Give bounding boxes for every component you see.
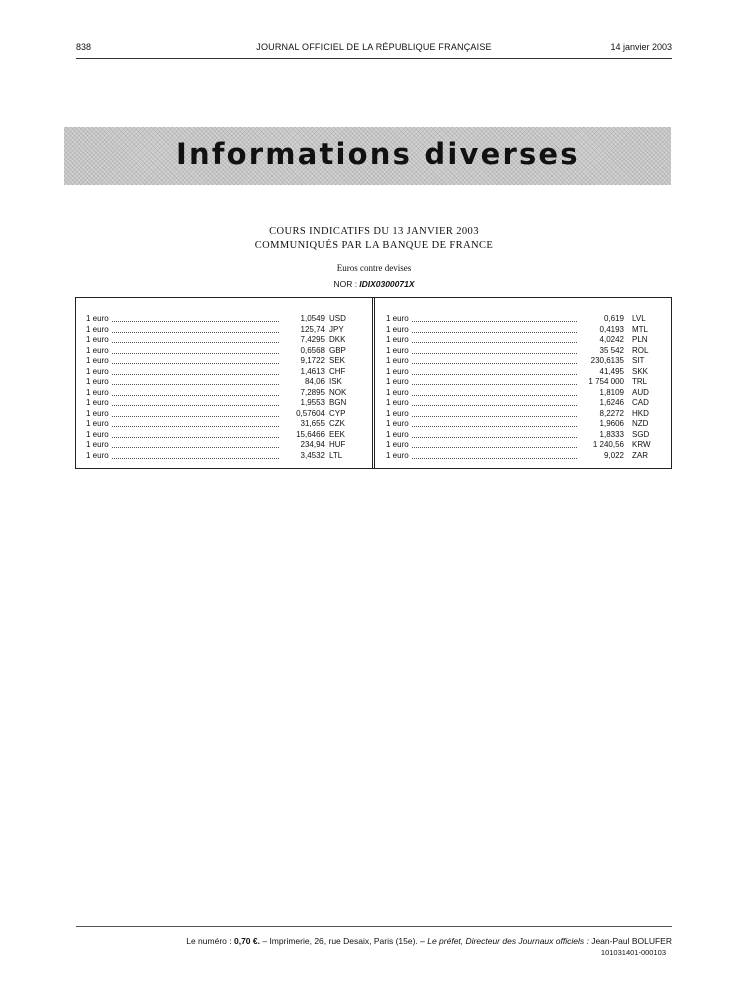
- unit-label: 1 euro: [386, 429, 409, 439]
- dot-leader: [112, 437, 279, 438]
- rate-value: 35 542: [599, 345, 624, 355]
- dot-leader: [112, 405, 279, 406]
- rate-row: [86, 409, 359, 420]
- rate-value: 125,74: [300, 324, 325, 334]
- unit-label: 1 euro: [386, 377, 409, 386]
- rate-row: [386, 325, 662, 336]
- dot-leader: [112, 447, 279, 448]
- dot-leader: [412, 405, 577, 406]
- unit-label: 1 euro: [86, 345, 109, 355]
- unit-label: 1 euro: [386, 314, 409, 323]
- dot-leader: [112, 458, 279, 459]
- currency-code: HUF: [329, 440, 346, 449]
- dot-leader: [112, 363, 279, 364]
- dot-leader: [112, 416, 279, 417]
- unit-label: 1 euro: [386, 356, 409, 365]
- rates-column-right: [386, 314, 662, 461]
- director-name: Jean-Paul BOLUFER: [591, 936, 672, 946]
- dot-leader: [412, 342, 577, 343]
- rate-row: [86, 430, 359, 441]
- rate-value: 0,57604: [296, 408, 325, 418]
- currency-code: HKD: [632, 408, 649, 418]
- currency-code: SEK: [329, 356, 346, 365]
- price-value: 0,70 €.: [233, 936, 260, 946]
- unit-label: 1 euro: [86, 387, 109, 397]
- dot-leader: [412, 363, 577, 364]
- rate-row: [386, 356, 662, 367]
- nor-value: IDIX0300071X: [359, 279, 415, 289]
- rate-row: [86, 314, 359, 325]
- rate-row: [386, 314, 662, 325]
- journal-title: JOURNAL OFFICIEL DE LA RÉPUBLIQUE FRANÇAISE: [256, 42, 492, 52]
- rate-row: [86, 346, 359, 357]
- rate-value: 7,4295: [300, 335, 325, 344]
- currency-code: CZK: [329, 419, 345, 428]
- rates-heading-line2: COMMUNIQUÉS PAR LA BANQUE DE FRANCE: [254, 240, 494, 251]
- rate-value: 84,06: [304, 377, 325, 386]
- rate-row: [86, 377, 359, 388]
- currency-code: BGN: [329, 398, 347, 407]
- rate-value: 0,4193: [599, 324, 624, 334]
- rate-row: [86, 398, 359, 409]
- issue-date: 14 janvier 2003: [610, 42, 672, 52]
- currency-code: JPY: [329, 324, 344, 334]
- rate-row: [86, 419, 359, 430]
- rate-row: [386, 367, 662, 378]
- dot-leader: [112, 374, 279, 375]
- unit-label: 1 euro: [86, 398, 109, 407]
- unit-label: 1 euro: [86, 440, 109, 449]
- unit-label: 1 euro: [86, 324, 109, 334]
- rate-row: [386, 335, 662, 346]
- price-label: Le numéro :: [186, 936, 232, 946]
- rate-value: 4,0242: [599, 335, 624, 344]
- rate-value: 9,1722: [300, 356, 325, 365]
- rate-value: 15,6466: [296, 429, 325, 439]
- currency-code: SKK: [632, 366, 649, 376]
- exchange-rates-table: [75, 297, 672, 469]
- currency-code: LTL: [329, 450, 343, 460]
- rate-row: [386, 430, 662, 441]
- dot-leader: [412, 437, 577, 438]
- dot-leader: [412, 332, 577, 333]
- rate-value: 41,495: [599, 366, 624, 376]
- currency-code: USD: [329, 314, 346, 323]
- unit-label: 1 euro: [386, 335, 409, 344]
- footer-rule: [76, 926, 672, 927]
- rate-value: 0,6568: [300, 345, 325, 355]
- dot-leader: [412, 426, 577, 427]
- section-banner: [64, 127, 671, 185]
- currency-code: CYP: [329, 408, 346, 418]
- dot-leader: [412, 384, 577, 385]
- currency-code: NOK: [329, 387, 347, 397]
- rate-value: 0,619: [603, 314, 624, 323]
- rate-row: [386, 377, 662, 388]
- dot-leader: [412, 395, 577, 396]
- header-rule: [76, 58, 672, 59]
- section-title: Informations diverses: [176, 137, 580, 171]
- print-reference: 101031401-000103: [600, 948, 666, 957]
- unit-label: 1 euro: [86, 419, 109, 428]
- nor-label: NOR :: [333, 279, 358, 289]
- rate-value: 3,4532: [300, 450, 325, 460]
- rate-row: [86, 388, 359, 399]
- currency-code: GBP: [329, 345, 346, 355]
- rate-value: 1,6246: [599, 398, 624, 407]
- currency-code: SIT: [632, 356, 645, 365]
- dot-leader: [412, 353, 577, 354]
- page-number: 838: [76, 42, 92, 52]
- footer-imprint: [76, 936, 672, 946]
- rate-value: 1 240,56: [592, 440, 624, 449]
- rate-value: 1,9553: [300, 398, 325, 407]
- rate-row: [86, 367, 359, 378]
- unit-label: 1 euro: [86, 366, 109, 376]
- rate-row: [386, 451, 662, 462]
- rate-row: [386, 388, 662, 399]
- rate-value: 230,6135: [590, 356, 624, 365]
- unit-label: 1 euro: [386, 345, 409, 355]
- unit-label: 1 euro: [386, 387, 409, 397]
- rate-row: [386, 419, 662, 430]
- unit-label: 1 euro: [86, 450, 109, 460]
- unit-label: 1 euro: [86, 429, 109, 439]
- rate-value: 1,4613: [300, 366, 325, 376]
- rate-value: 234,94: [300, 440, 325, 449]
- currency-code: DKK: [329, 335, 346, 344]
- dot-leader: [412, 458, 577, 459]
- unit-label: 1 euro: [386, 366, 409, 376]
- unit-label: 1 euro: [86, 335, 109, 344]
- currency-code: EEK: [329, 429, 346, 439]
- unit-label: 1 euro: [386, 408, 409, 418]
- currency-code: KRW: [632, 440, 651, 449]
- rate-value: 9,022: [603, 450, 624, 460]
- unit-label: 1 euro: [86, 356, 109, 365]
- rate-row: [86, 356, 359, 367]
- currency-code: MTL: [632, 324, 648, 334]
- printer-info: – Imprimerie, 26, rue Desaix, Paris (15e).: [262, 936, 418, 946]
- rate-value: 8,2272: [599, 408, 624, 418]
- page-header: [76, 42, 672, 56]
- currency-code: CAD: [632, 398, 649, 407]
- rate-value: 7,2895: [300, 387, 325, 397]
- currency-code: SGD: [632, 429, 650, 439]
- rate-row: [386, 409, 662, 420]
- currency-code: LVL: [632, 314, 646, 323]
- dot-leader: [112, 342, 279, 343]
- currency-code: ROL: [632, 345, 649, 355]
- director-title: – Le préfet, Directeur des Journaux officiels :: [420, 936, 589, 946]
- unit-label: 1 euro: [386, 398, 409, 407]
- rate-value: 1,0549: [300, 314, 325, 323]
- dot-leader: [112, 353, 279, 354]
- currency-code: PLN: [632, 335, 648, 344]
- unit-label: 1 euro: [386, 450, 409, 460]
- currency-code: NZD: [632, 419, 649, 428]
- dot-leader: [112, 426, 279, 427]
- rate-row: [86, 335, 359, 346]
- unit-label: 1 euro: [386, 419, 409, 428]
- rates-heading-line1: COURS INDICATIFS DU 13 JANVIER 2003: [269, 226, 479, 237]
- unit-label: 1 euro: [386, 440, 409, 449]
- dot-leader: [112, 332, 279, 333]
- dot-leader: [412, 374, 577, 375]
- rate-value: 1 754 000: [588, 377, 624, 386]
- unit-label: 1 euro: [386, 324, 409, 334]
- rate-row: [86, 451, 359, 462]
- dot-leader: [112, 384, 279, 385]
- dot-leader: [112, 395, 279, 396]
- dot-leader: [412, 447, 577, 448]
- rate-row: [386, 346, 662, 357]
- rate-row: [386, 440, 662, 451]
- currency-code: AUD: [632, 387, 649, 397]
- rate-row: [86, 440, 359, 451]
- currency-code: TRL: [632, 377, 648, 386]
- rate-value: 1,8109: [599, 387, 624, 397]
- rate-value: 1,8333: [599, 429, 624, 439]
- dot-leader: [112, 321, 279, 322]
- unit-label: 1 euro: [86, 408, 109, 418]
- rate-value: 1,9606: [599, 419, 624, 428]
- unit-label: 1 euro: [86, 314, 109, 323]
- rates-subheading: Euros contre devises: [336, 263, 412, 273]
- nor-reference: [0, 279, 748, 289]
- rate-value: 31,655: [300, 419, 325, 428]
- currency-code: CHF: [329, 366, 346, 376]
- unit-label: 1 euro: [86, 377, 109, 386]
- rates-column-left: [86, 314, 359, 461]
- currency-code: ZAR: [632, 450, 648, 460]
- dot-leader: [412, 321, 577, 322]
- column-divider: [372, 298, 375, 468]
- currency-code: ISK: [329, 377, 342, 386]
- rate-row: [386, 398, 662, 409]
- dot-leader: [412, 416, 577, 417]
- rate-row: [86, 325, 359, 336]
